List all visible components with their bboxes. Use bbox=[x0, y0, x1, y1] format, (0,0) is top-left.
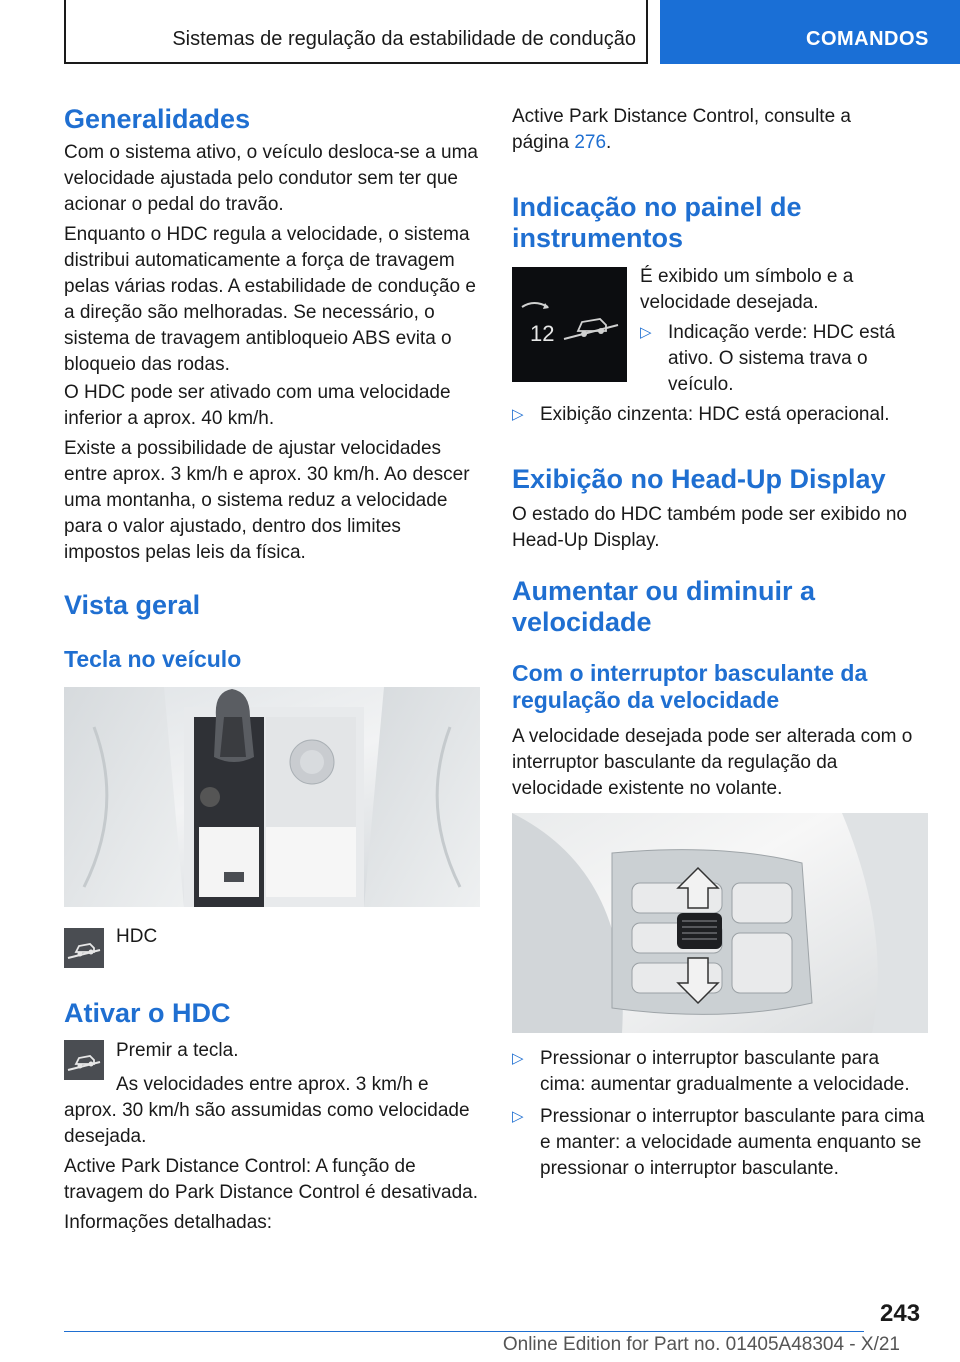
bullet-indicacao-verde bbox=[640, 320, 912, 398]
page-reference-link[interactable]: 276 bbox=[574, 132, 607, 153]
triangle-bullet-icon: ▷ bbox=[512, 1050, 524, 1067]
hdc-icon-label: HDC bbox=[116, 926, 158, 947]
ativar-velocidades: As velocidades entre aprox. 3 km/h e aprox. 30 km/h são assumidas como velocidade desejada. bbox=[64, 1074, 470, 1147]
paragraph-1: Com o sistema ativo, o veículo desloca-se a uma velocidade ajustada pelo condutor sem ter que acionar o pedal do travão. bbox=[64, 142, 478, 215]
bullet-manter-text: Pressionar o interruptor basculante para cima e manter: a velocidade aumenta enquanto se pressionar o interruptor basculante. bbox=[540, 1106, 925, 1179]
heading-aumentar: Aumentar ou diminuir a velocidade bbox=[512, 576, 816, 637]
bullet-pressionar-manter bbox=[512, 1104, 928, 1182]
instrument-cluster-image bbox=[512, 267, 627, 382]
paragraph-2: Enquanto o HDC regula a velocidade, o sistema distribui automaticamente a força de travagem pelas várias rodas. A estabilidade de condução e a direção são melhoradas. Se necessário, o sistema de travagem antibloqueio ABS evita o bloqueio das rodas. bbox=[64, 224, 476, 375]
header-section-box bbox=[64, 0, 648, 64]
footer-rule bbox=[64, 1331, 864, 1332]
info-paragraph: Informações detalhadas: bbox=[64, 1212, 273, 1233]
heading-interruptor: Com o interruptor basculante da regulação da velocidade bbox=[512, 660, 868, 713]
apdc-paragraph: Active Park Distance Control: A função de travagem do Park Distance Control é desativada. bbox=[64, 1156, 478, 1203]
page-number: 243 bbox=[880, 1300, 921, 1327]
bullet-cima-text: Pressionar o interruptor basculante para cima: aumentar gradualmente a velocidade. bbox=[540, 1048, 910, 1095]
paragraph-3: O HDC pode ser ativado com uma velocidade inferior a aprox. 40 km/h. bbox=[64, 382, 451, 429]
triangle-bullet-icon: ▷ bbox=[512, 406, 524, 423]
triangle-bullet-icon: ▷ bbox=[512, 1108, 524, 1125]
apdc-cont-text: Active Park Distance Control, consulte a página bbox=[512, 106, 851, 153]
heading-generalidades: Generalidades bbox=[64, 104, 251, 134]
heading-ativar: Ativar o HDC bbox=[64, 998, 231, 1028]
bullet-exibicao-cinzenta bbox=[512, 402, 912, 428]
footer-edition: Online Edition for Part no. 01405A48304 - X/21 bbox=[502, 1334, 900, 1355]
bullet-verde-text: Indicação verde: HDC está ativo. O sistema trava o veículo. bbox=[668, 322, 896, 395]
heading-indicacao: Indicação no painel de instrumentos bbox=[512, 192, 802, 253]
steering-rocker-switch bbox=[512, 813, 928, 1033]
triangle-bullet-icon: ▷ bbox=[640, 324, 652, 341]
ativar-premir: Premir a tecla. bbox=[116, 1040, 239, 1061]
bullet-cinzenta-text: Exibição cinzenta: HDC está operacional. bbox=[540, 404, 890, 425]
hdc-icon bbox=[64, 928, 104, 968]
section-title: Sistemas de regulação da estabilidade de condução bbox=[172, 28, 636, 50]
interruptor-text: A velocidade desejada pode ser alterada com o interruptor basculante da regulação da velocidade existente no volante. bbox=[512, 726, 913, 799]
bullet-pressionar-cima bbox=[512, 1046, 924, 1098]
apdc-continuation: Active Park Distance Control, consulte a página 276. bbox=[512, 106, 851, 153]
cluster-speed-value: 12 bbox=[530, 321, 555, 346]
paragraph-4: Existe a possibilidade de ajustar velocidades entre aprox. 3 km/h e aprox. 30 km/h. Ao descer uma montanha, o sistema reduz a velocidade para o valor ajustado, dentro dos limites impostos pelas leis da física. bbox=[64, 438, 470, 563]
heading-vista-geral: Vista geral bbox=[64, 590, 201, 620]
center-console-photo bbox=[64, 687, 480, 907]
hud-text: O estado do HDC também pode ser exibido no Head-Up Display. bbox=[512, 504, 907, 551]
chapter-tab-label: COMANDOS bbox=[806, 28, 929, 50]
heading-hud: Exibição no Head-Up Display bbox=[512, 464, 886, 494]
heading-tecla: Tecla no veículo bbox=[64, 646, 242, 672]
indicacao-text: É exibido um símbolo e a velocidade desejada. bbox=[640, 266, 854, 313]
chapter-tab[interactable] bbox=[660, 0, 960, 64]
